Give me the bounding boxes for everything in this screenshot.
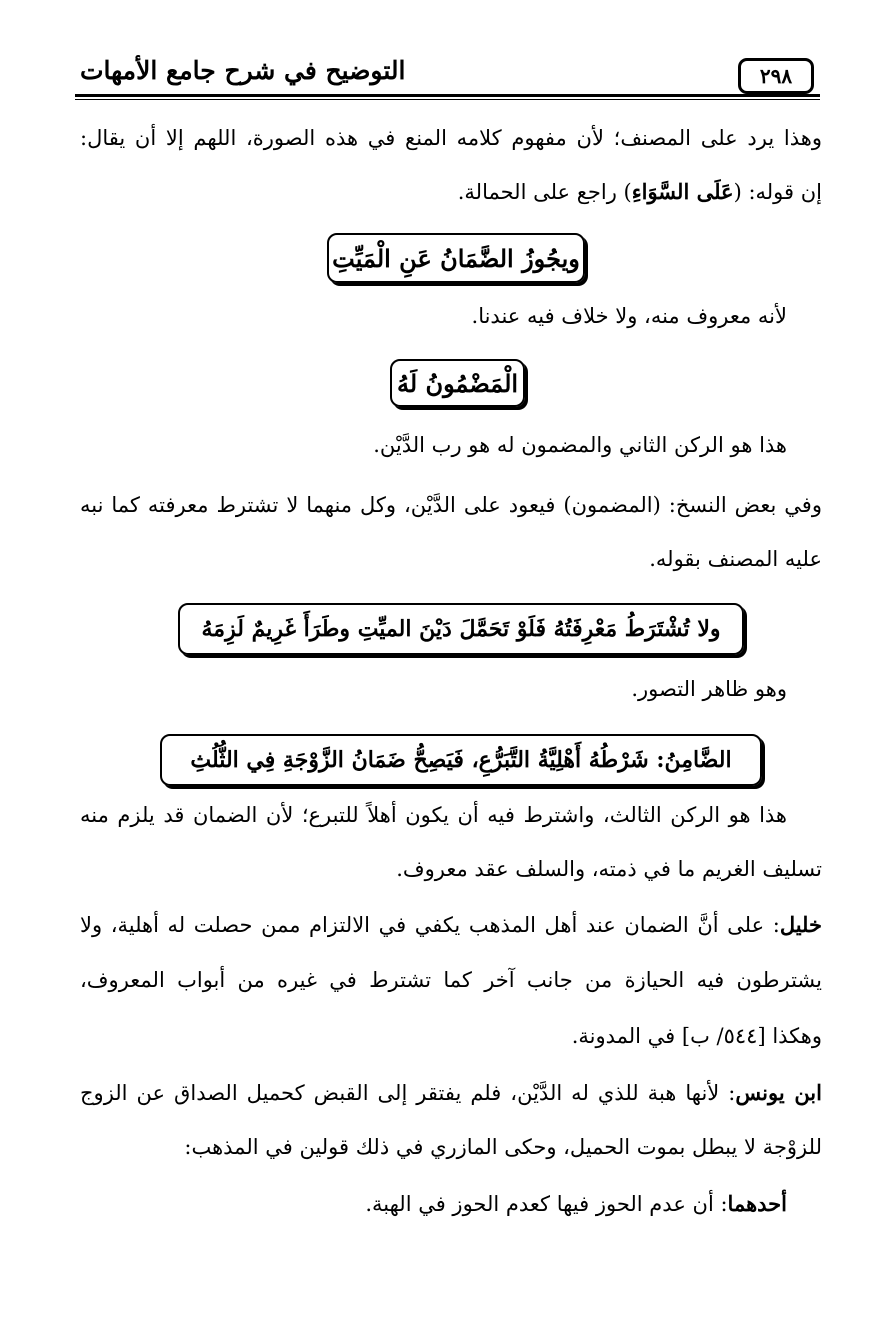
quoted-term: عَلَى السَّوَاءِ <box>631 179 734 204</box>
paragraph-line: وهكذا [٥٤٤/ ب] في المدونة. <box>571 1024 822 1048</box>
header-rule-thin <box>75 99 820 100</box>
running-title: التوضيح في شرح جامع الأمهات <box>80 56 406 85</box>
paragraph-line: لأنه معروف منه، ولا خلاف فيه عندنا. <box>471 304 787 328</box>
matn-heading: ويجُوزُ الضَّمَانُ عَنِ الْمَيِّتِ <box>327 233 585 283</box>
paragraph-line: وهذا يرد على المصنف؛ لأن مفهوم كلامه المنع في هذه الصورة، اللهم إلا أن يقال: <box>80 126 822 150</box>
page-number: ٢٩٨ <box>738 58 814 94</box>
author-label: ابن يونس <box>735 1080 822 1105</box>
author-label: أحدهما <box>727 1191 787 1216</box>
text-span: إن قوله: ( <box>733 180 822 204</box>
matn-heading: الْمَضْمُونُ لَهُ <box>390 359 525 407</box>
author-label: خليل <box>779 912 822 937</box>
text-span: : لأنها هبة للذي له الدَّيْن، فلم يفتقر إلى القبض كحميل الصداق عن الزوج <box>80 1081 736 1105</box>
text-span: : أن عدم الحوز فيها كعدم الحوز في الهبة. <box>365 1192 728 1216</box>
paragraph-line <box>80 1079 822 1107</box>
paragraph-line: وفي بعض النسخ: (المضمون) فيعود على الدَّيْن، وكل منهما لا تشترط معرفته كما نبه <box>80 493 822 517</box>
paragraph-line: للزوْجة لا يبطل بموت الحميل، وحكى المازري في ذلك قولين في المذهب: <box>184 1135 822 1159</box>
paragraph-line: وهو ظاهر التصور. <box>631 677 787 701</box>
matn-heading: الضَّامِنُ: شَرْطُهُ أَهْلِيَّةُ التَّبَرُّعِ، فَيَصِحُّ ضَمَانُ الزَّوْجَةِ فِي الثُّلُثِ <box>160 734 762 786</box>
paragraph-line: عليه المصنف بقوله. <box>649 547 822 571</box>
paragraph-line <box>80 911 822 939</box>
matn-heading: ولا تُشْتَرَطُ مَعْرِفَتُهُ فَلَوْ تَحَمَّلَ دَيْنَ الميِّتِ وطَرَأَ غَرِيمٌ لَزِمَهُ <box>178 603 744 655</box>
page-header <box>75 50 820 100</box>
text-span: ) راجع على الحمالة. <box>457 180 632 204</box>
paragraph-line: هذا هو الركن الثاني والمضمون له هو رب الدَّيْن. <box>373 433 787 457</box>
text-span: : على أنَّ الضمان عند أهل المذهب يكفي في الالتزام ممن حصلت له أهلية، ولا <box>80 913 780 937</box>
paragraph-line: هذا هو الركن الثالث، واشترط فيه أن يكون أهلاً للتبرع؛ لأن الضمان قد يلزم منه <box>80 803 787 827</box>
paragraph-line: تسليف الغريم ما في ذمته، والسلف عقد معروف. <box>396 857 822 881</box>
header-rule <box>75 94 820 97</box>
paragraph-line <box>365 1190 787 1218</box>
paragraph-line: يشترطون فيه الحيازة من جانب آخر كما تشترط في غيره من أبواب المعروف، <box>80 968 822 992</box>
paragraph-line <box>458 178 822 206</box>
